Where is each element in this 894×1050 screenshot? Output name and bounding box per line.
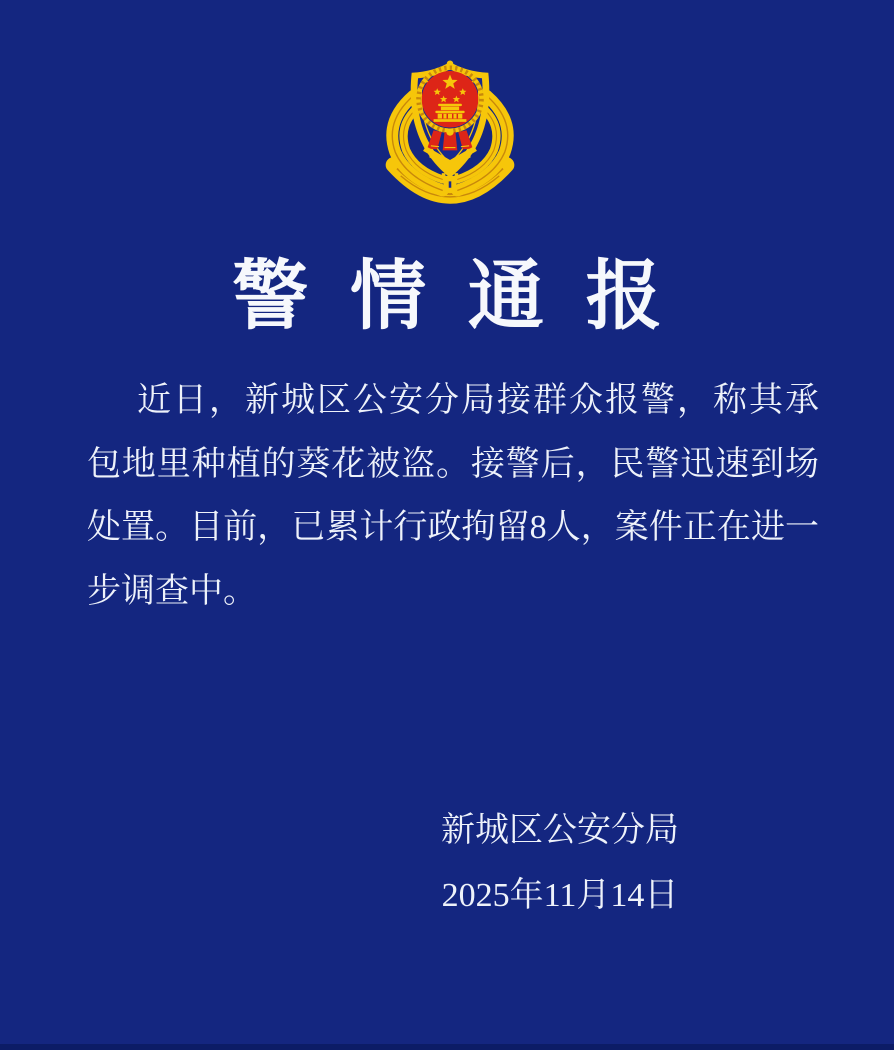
police-badge-icon bbox=[377, 56, 523, 210]
notice-body bbox=[87, 369, 819, 623]
issuer-name: 新城区公安分局 bbox=[441, 812, 679, 849]
notice-date: 2025年11月14日 bbox=[441, 876, 679, 914]
body-line-3: 处置。目前，已累计行政拘留8人，案件正在进一 bbox=[87, 509, 819, 546]
police-badge-emblem bbox=[377, 56, 523, 210]
signature-block bbox=[438, 799, 682, 928]
bottom-edge-strip bbox=[0, 1044, 894, 1050]
body-line-1: 近日，新城区公安分局接群众报警，称其承 bbox=[137, 382, 819, 419]
notice-title: 警情通报 bbox=[232, 255, 704, 339]
body-line-2: 包地里种植的葵花被盗。接警后，民警迅速到场 bbox=[87, 445, 819, 483]
body-line-4: 步调查中。 bbox=[87, 572, 257, 610]
